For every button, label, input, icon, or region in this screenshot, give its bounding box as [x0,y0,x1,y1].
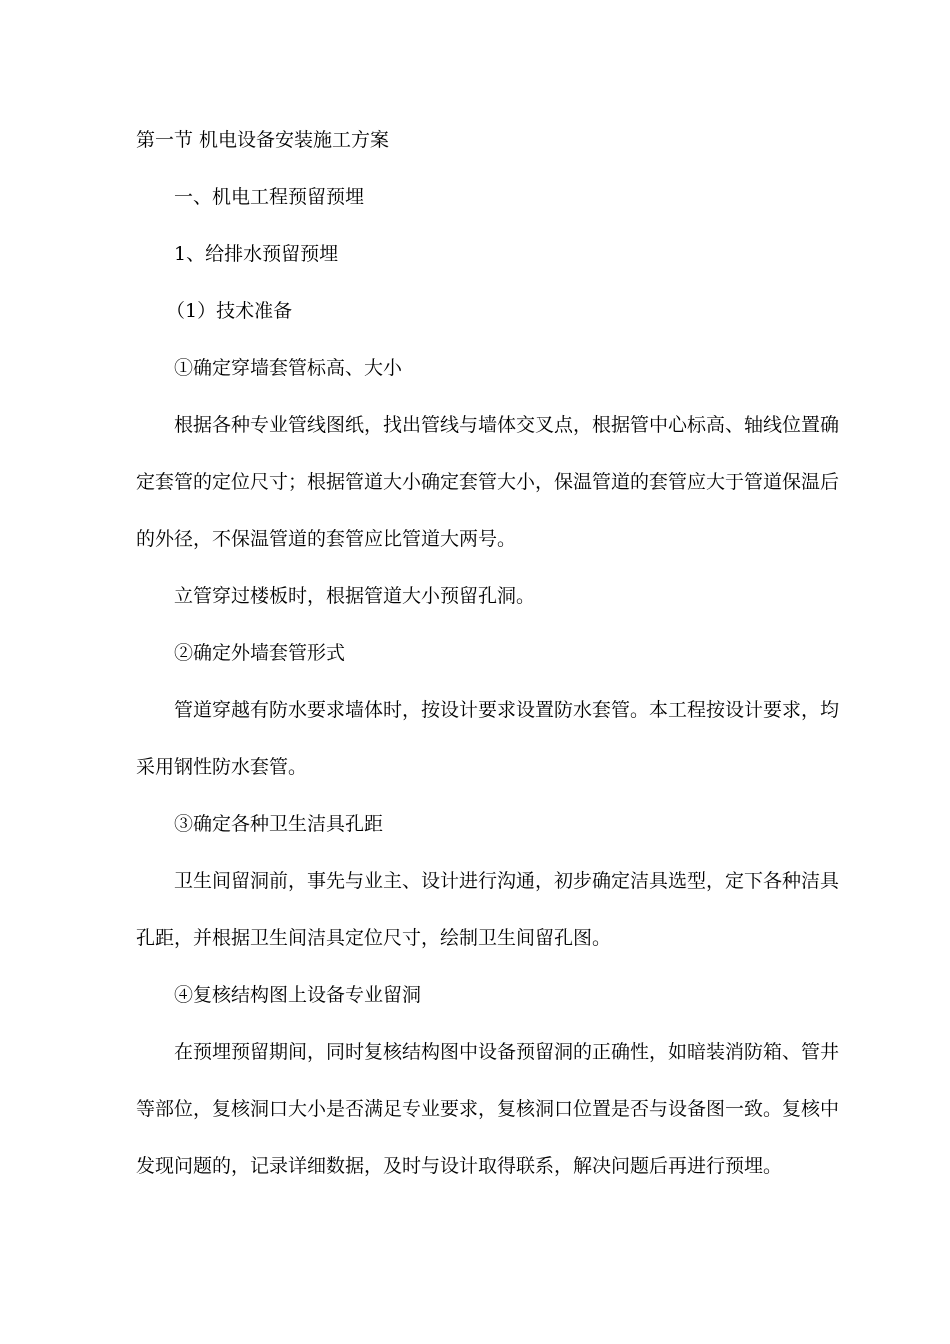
item-1-title: ①确定穿墙套管标高、大小 [174,357,403,379]
item-2-title: ②确定外墙套管形式 [174,642,346,664]
section-title: 第一节 机电设备安装施工方案 [136,129,390,151]
item-3-title: ③确定各种卫生洁具孔距 [174,813,384,835]
heading-level-2: 1、给排水预留预埋 [174,243,339,265]
item-1-paragraph-2: 立管穿过楼板时，根据管道大小预留孔洞。 [174,585,536,607]
item-2-paragraph: 管道穿越有防水要求墙体时，按设计要求设置防水套管。本工程按设计要求，均采用钢性防水套管。 [136,699,840,778]
item-4-title: ④复核结构图上设备专业留洞 [174,984,422,1006]
heading-level-1: 一、机电工程预留预埋 [174,186,365,208]
item-1-paragraph-1: 根据各种专业管线图纸，找出管线与墙体交叉点，根据管中心标高、轴线位置确定套管的定位尺寸；根据管道大小确定套管大小，保温管道的套管应大于管道保温后的外径，不保温管道的套管应比管道大两号。 [136,414,840,550]
heading-level-3: （1）技术准备 [166,300,293,322]
item-4-paragraph: 在预埋预留期间，同时复核结构图中设备预留洞的正确性，如暗装消防箱、管井等部位，复核洞口大小是否满足专业要求，复核洞口位置是否与设备图一致。复核中发现问题的，记录详细数据，及时与设计取得联系，解决问题后再进行预埋。 [136,1041,840,1177]
item-3-paragraph: 卫生间留洞前，事先与业主、设计进行沟通，初步确定洁具选型，定下各种洁具孔距，并根据卫生间洁具定位尺寸，绘制卫生间留孔图。 [136,870,840,949]
